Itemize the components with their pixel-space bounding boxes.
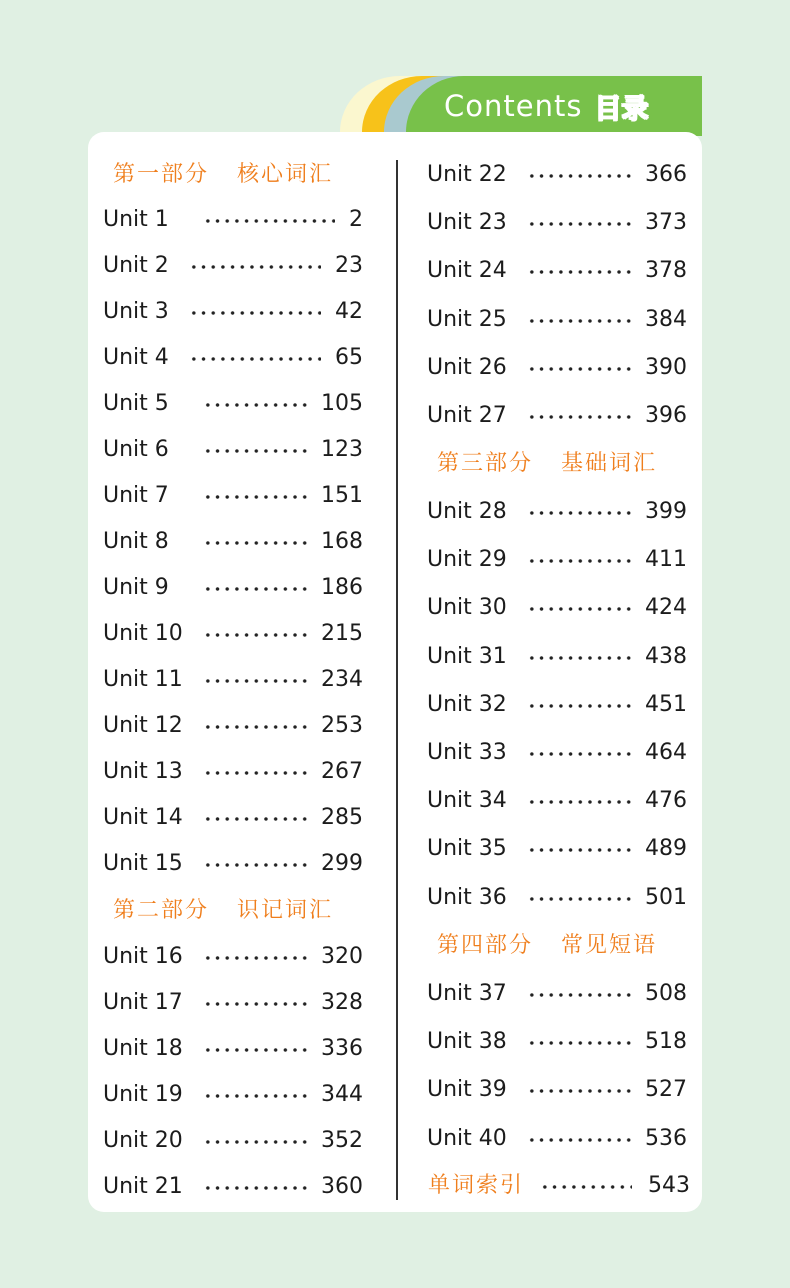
toc-row-page: 253 (321, 713, 363, 738)
section-heading-3[interactable] (437, 444, 657, 484)
toc-row-label: Unit 12 (103, 713, 183, 738)
leader-dots (203, 403, 307, 407)
leader-dots (203, 956, 307, 960)
toc-row-label: Unit 14 (103, 805, 183, 830)
toc-row-label: Unit 20 (103, 1128, 183, 1153)
toc-row-label: Unit 19 (103, 1082, 183, 1107)
toc-row-label: Unit 15 (103, 851, 183, 876)
leader-dots (203, 541, 307, 545)
toc-row-label: Unit 35 (427, 836, 507, 862)
leader-dots (203, 679, 307, 683)
leader-dots (203, 587, 307, 591)
toc-row-label: Unit 18 (103, 1036, 183, 1061)
toc-row-page: 215 (321, 621, 363, 646)
toc-row-page: 344 (321, 1082, 363, 1107)
toc-row-label: Unit 30 (427, 595, 507, 621)
index-entry[interactable] (428, 1166, 690, 1206)
toc-row[interactable] (103, 384, 365, 424)
section-heading-part: 第三部分 (437, 451, 534, 476)
toc-row[interactable] (103, 614, 365, 654)
toc-row[interactable] (427, 1070, 689, 1110)
toc-row-page: 336 (321, 1036, 363, 1061)
toc-row-page: 65 (335, 345, 363, 370)
toc-row-label: Unit 24 (427, 258, 507, 284)
leader-dots (203, 1186, 307, 1190)
toc-row-label: Unit 10 (103, 621, 183, 646)
column-divider (396, 160, 398, 1200)
toc-row[interactable] (103, 568, 365, 608)
toc-row-page: 438 (645, 643, 687, 669)
toc-row-page: 390 (645, 354, 687, 380)
toc-row[interactable] (427, 829, 689, 869)
leader-dots (203, 633, 307, 637)
toc-row-label: Unit 17 (103, 990, 183, 1015)
toc-row[interactable] (103, 522, 365, 562)
toc-row[interactable] (103, 200, 365, 240)
toc-row-page: 489 (645, 836, 687, 862)
toc-row-label: Unit 27 (427, 403, 507, 428)
toc-row-label: Unit 22 (427, 162, 507, 187)
toc-row-label: Unit 21 (103, 1174, 183, 1199)
toc-row-page: 42 (335, 299, 363, 324)
leader-dots (527, 559, 631, 563)
toc-row-page: 2 (349, 207, 363, 232)
leader-dots (527, 1089, 631, 1093)
leader-dots (527, 415, 631, 419)
toc-row[interactable] (103, 1029, 365, 1069)
toc-row[interactable] (427, 396, 689, 436)
leader-dots (527, 174, 631, 178)
toc-row-label: Unit 16 (103, 944, 183, 969)
toc-row-label: Unit 2 (103, 253, 169, 278)
leader-dots (527, 222, 631, 226)
toc-row-label: Unit 26 (427, 354, 507, 380)
toc-row[interactable] (427, 492, 689, 532)
leader-dots (527, 800, 631, 804)
toc-row-label: Unit 39 (427, 1077, 507, 1103)
section-heading-part: 第二部分 (113, 898, 210, 923)
toc-row-page: 384 (645, 306, 687, 332)
toc-row-label: Unit 3 (103, 299, 169, 324)
toc-row[interactable] (427, 781, 689, 821)
leader-dots (527, 1041, 631, 1045)
toc-row-label: Unit 28 (427, 499, 507, 524)
toc-row-page: 186 (321, 575, 363, 600)
leader-dots (527, 704, 631, 708)
toc-row-label: Unit 32 (427, 691, 507, 717)
section-heading-name: 基础词汇 (561, 451, 658, 476)
toc-row-label: Unit 9 (103, 575, 169, 600)
toc-row[interactable] (427, 637, 689, 677)
contents-header (406, 76, 702, 136)
toc-row[interactable] (427, 974, 689, 1014)
toc-row-page: 352 (321, 1128, 363, 1153)
toc-row[interactable] (427, 878, 689, 918)
leader-dots (527, 1138, 631, 1142)
toc-row-page: 396 (645, 403, 687, 428)
section-heading-part: 第一部分 (113, 162, 210, 187)
toc-row[interactable] (103, 1167, 365, 1207)
toc-row[interactable] (427, 155, 689, 195)
toc-row-page: 411 (645, 547, 687, 573)
toc-row-page: 328 (321, 990, 363, 1015)
section-heading-2[interactable] (113, 891, 333, 931)
toc-row[interactable] (103, 660, 365, 700)
leader-dots (527, 848, 631, 852)
index-entry-label: 单词索引 (428, 1173, 525, 1198)
toc-row[interactable] (103, 706, 365, 746)
toc-row[interactable] (103, 798, 365, 838)
index-entry-page: 543 (648, 1173, 690, 1198)
toc-row-page: 399 (645, 499, 687, 524)
toc-row[interactable] (427, 733, 689, 773)
leader-dots (540, 1185, 632, 1189)
toc-row-label: Unit 4 (103, 345, 169, 370)
toc-row-page: 536 (645, 1125, 687, 1151)
toc-row-label: Unit 37 (427, 981, 507, 1006)
toc-row-page: 508 (645, 981, 687, 1006)
leader-dots (527, 319, 631, 323)
toc-row-label: Unit 38 (427, 1029, 507, 1055)
toc-row[interactable] (103, 476, 365, 516)
toc-row-page: 151 (321, 483, 363, 508)
toc-row[interactable] (103, 844, 365, 884)
toc-row[interactable] (427, 251, 689, 291)
toc-row[interactable] (103, 937, 365, 977)
leader-dots (203, 863, 307, 867)
toc-row[interactable] (427, 540, 689, 580)
leader-dots (203, 725, 307, 729)
toc-row-page: 464 (645, 740, 687, 765)
leader-dots (527, 511, 631, 515)
toc-row[interactable] (103, 246, 365, 286)
contents-title-cn: 目录 (594, 93, 649, 125)
toc-row-label: Unit 5 (103, 391, 169, 416)
leader-dots (203, 1048, 307, 1052)
toc-row[interactable] (103, 983, 365, 1023)
toc-row-label: Unit 33 (427, 740, 507, 765)
leader-dots (203, 449, 307, 453)
toc-row-page: 366 (645, 162, 687, 187)
toc-row-page: 105 (321, 391, 363, 416)
toc-row-label: Unit 1 (103, 207, 169, 232)
toc-row[interactable] (103, 1075, 365, 1115)
toc-row[interactable] (103, 338, 365, 378)
toc-row-label: Unit 40 (427, 1125, 507, 1151)
toc-row[interactable] (427, 1119, 689, 1159)
toc-row-page: 476 (645, 788, 687, 814)
toc-row-page: 267 (321, 759, 363, 784)
leader-dots (527, 367, 631, 371)
toc-row[interactable] (427, 203, 689, 243)
leader-dots (527, 270, 631, 274)
toc-row-label: Unit 25 (427, 306, 507, 332)
toc-row-label: Unit 36 (427, 884, 507, 910)
toc-row[interactable] (427, 300, 689, 340)
toc-row[interactable] (427, 1022, 689, 1062)
toc-row-page: 501 (645, 884, 687, 910)
toc-row-label: Unit 31 (427, 643, 507, 669)
toc-row-page: 320 (321, 944, 363, 969)
section-heading-4[interactable] (437, 926, 657, 966)
toc-row-page: 527 (645, 1077, 687, 1103)
toc-row[interactable] (103, 1121, 365, 1161)
section-heading-part: 第四部分 (437, 933, 534, 958)
toc-row[interactable] (427, 348, 689, 388)
toc-row-page: 123 (321, 437, 363, 462)
toc-row[interactable] (103, 752, 365, 792)
toc-row[interactable] (427, 588, 689, 628)
toc-row-page: 518 (645, 1029, 687, 1055)
toc-row[interactable] (427, 685, 689, 725)
toc-row-label: Unit 34 (427, 788, 507, 814)
leader-dots (203, 495, 307, 499)
toc-row-label: Unit 23 (427, 210, 507, 236)
leader-dots (203, 1094, 307, 1098)
toc-row-page: 373 (645, 210, 687, 236)
toc-row-label: Unit 29 (427, 547, 507, 573)
toc-row-label: Unit 11 (103, 667, 183, 692)
contents-title: Contents (444, 89, 583, 123)
toc-row-page: 360 (321, 1174, 363, 1199)
toc-row-label: Unit 6 (103, 437, 169, 462)
section-heading-name: 常见短语 (561, 933, 658, 958)
toc-row-page: 285 (321, 805, 363, 830)
leader-dots (527, 752, 631, 756)
leader-dots (203, 771, 307, 775)
leader-dots (203, 817, 307, 821)
contents-tab (340, 76, 702, 136)
toc-row-page: 451 (645, 691, 687, 717)
toc-row-page: 23 (335, 253, 363, 278)
section-heading-name: 核心词汇 (237, 162, 334, 187)
toc-row-page: 299 (321, 851, 363, 876)
toc-row-page: 168 (321, 529, 363, 554)
toc-row-page: 378 (645, 258, 687, 284)
leader-dots (203, 1002, 307, 1006)
leader-dots (527, 993, 631, 997)
toc-row-page: 234 (321, 667, 363, 692)
leader-dots (527, 897, 631, 901)
leader-dots (203, 1140, 307, 1144)
toc-row-label: Unit 8 (103, 529, 169, 554)
leader-dots (527, 656, 631, 660)
section-heading-1[interactable] (113, 155, 333, 195)
toc-row-label: Unit 13 (103, 759, 183, 784)
toc-row-label: Unit 7 (103, 483, 169, 508)
toc-row[interactable] (103, 292, 365, 332)
toc-row[interactable] (103, 430, 365, 470)
leader-dots (527, 607, 631, 611)
toc-row-page: 424 (645, 595, 687, 621)
section-heading-name: 识记词汇 (237, 898, 334, 923)
